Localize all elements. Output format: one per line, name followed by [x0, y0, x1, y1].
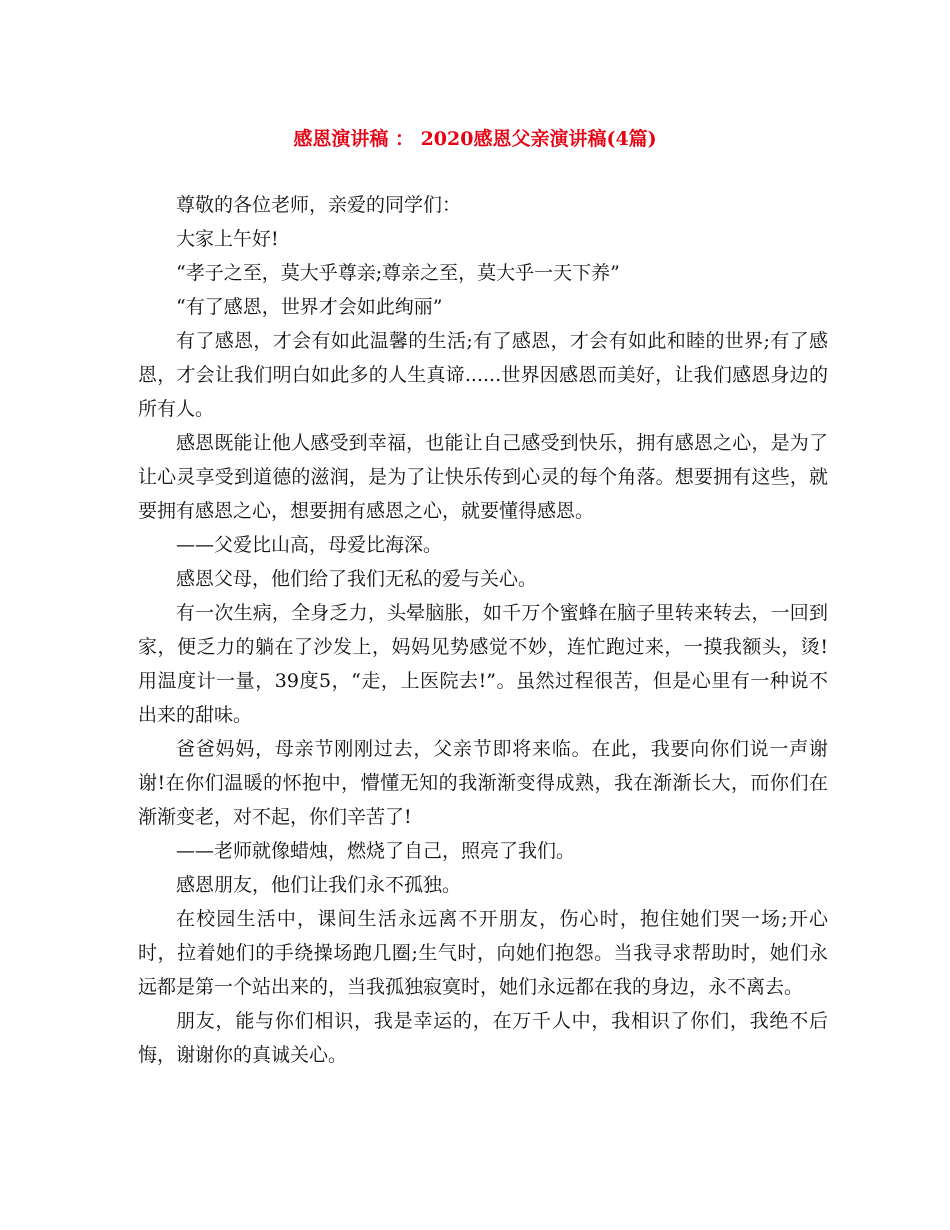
paragraph-thank-friends: 感恩朋友，他们让我们永不孤独。 — [176, 874, 462, 896]
paragraph-parents-love: ——父爱比山高，母爱比海深。 — [176, 534, 443, 556]
paragraph-friends-closing: 朋友，能与你们相识，我是幸运的，在万千人中，我相识了你们，我绝不后悔，谢谢你的真诚关心。 — [138, 1010, 828, 1066]
paragraph-thank-parents: 感恩父母，他们给了我们无私的爱与关心。 — [176, 568, 538, 590]
paragraph-sick-story: 有一次生病，全身乏力，头晕脑胀，如千万个蜜蜂在脑子里转来转去，一回到家，便乏力的躺在了沙发上，妈妈见势感觉不妙，连忙跑过来，一摸我额头，烫!用温度计一量，39度5，“走，上医院去!”。虽然过程很苦，但是心里有一种说不出来的甜味。 — [138, 602, 828, 726]
paragraph-mom-dad: 爸爸妈妈，母亲节刚刚过去，父亲节即将来临。在此，我要向你们说一声谢谢!在你们温暖的怀抱中，懵懂无知的我渐渐变得成熟，我在渐渐长大，而你们在渐渐变老，对不起，你们辛苦了! — [138, 738, 828, 828]
paragraph-campus-life: 在校园生活中，课间生活永远离不开朋友，伤心时，抱住她们哭一场;开心时，拉着她们的手绕操场跑几圈;生气时，向她们抱怨。当我寻求帮助时，她们永远都是第一个站出来的，当我孤独寂寞时，她们永远都在我的身边，永不离去。 — [138, 908, 828, 998]
paragraph-quote-filial: “孝子之至，莫大乎尊亲;尊亲之至，莫大乎一天下养” — [176, 262, 620, 284]
document-title: 感恩演讲稿 ： 2020感恩父亲演讲稿(4篇) — [293, 128, 657, 150]
paragraph-greeting: 尊敬的各位老师，亲爱的同学们： — [176, 194, 462, 216]
paragraph-gratitude-world: 有了感恩，才会有如此温馨的生活;有了感恩，才会有如此和睦的世界;有了感恩，才会让我们明白如此多的人生真谛......世界因感恩而美好，让我们感恩身边的所有人。 — [138, 330, 828, 420]
paragraph-quote-gratitude: “有了感恩，世界才会如此绚丽” — [176, 296, 443, 318]
document-body — [138, 188, 828, 1072]
paragraph-good-morning: 大家上午好! — [176, 228, 279, 250]
paragraph-teacher-candle: ——老师就像蜡烛，燃烧了自己，照亮了我们。 — [176, 840, 576, 862]
paragraph-gratitude-heart: 感恩既能让他人感受到幸福，也能让自己感受到快乐，拥有感恩之心，是为了让心灵享受到道德的滋润，是为了让快乐传到心灵的每个角落。想要拥有这些，就要拥有感恩之心，想要拥有感恩之心，就要懂得感恩。 — [138, 432, 828, 522]
